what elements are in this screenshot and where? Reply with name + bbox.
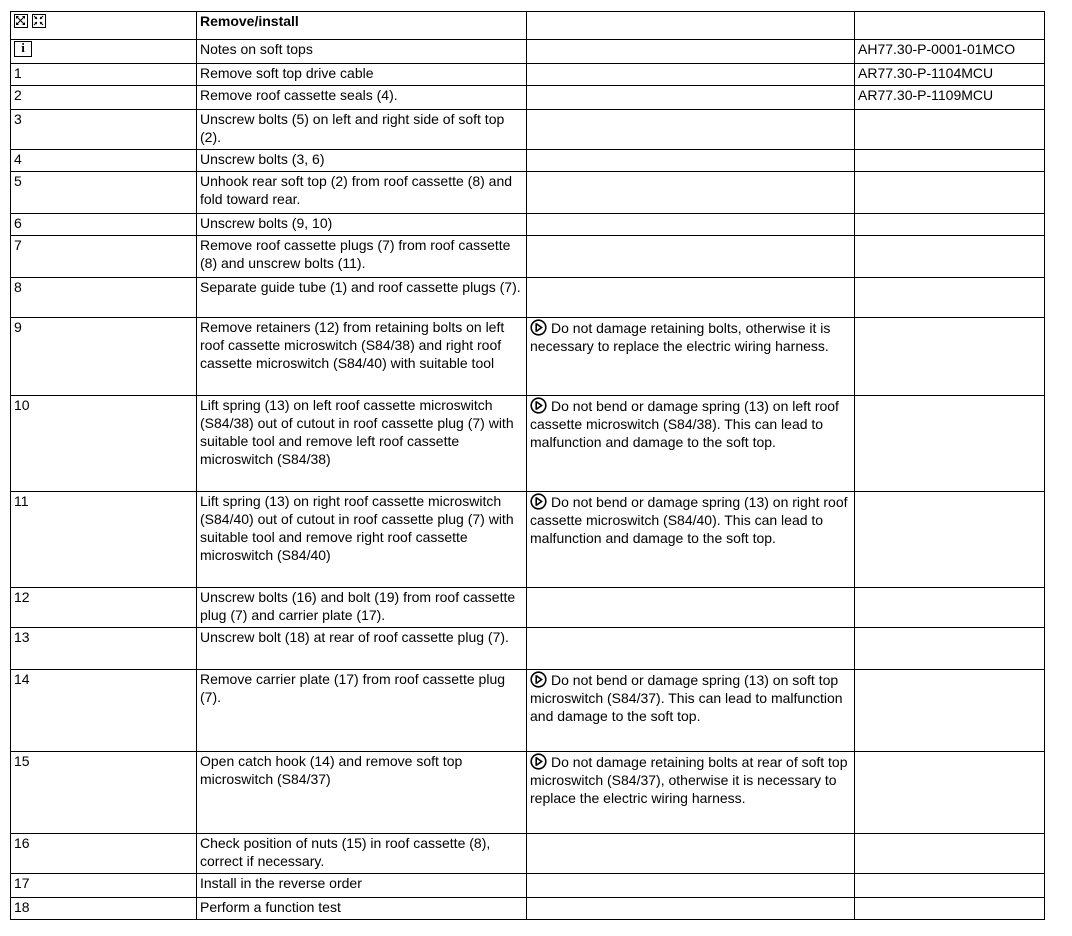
reference-cell	[855, 752, 1045, 834]
note-cell	[527, 278, 855, 318]
reference-cell	[855, 214, 1045, 236]
work-step-cell	[197, 110, 527, 150]
reference-cell	[855, 150, 1045, 172]
caution-icon	[530, 671, 547, 688]
step-number: 12	[14, 589, 30, 605]
table-row	[11, 150, 1045, 172]
note-cell	[527, 874, 855, 898]
step-cell	[11, 150, 197, 172]
work-step-text: Remove roof cassette plugs (7) from roof cassette (8) and unscrew bolts (11).	[200, 237, 511, 271]
table-row	[11, 898, 1045, 920]
work-step-cell	[197, 834, 527, 874]
caution-icon	[530, 753, 547, 770]
expand-icon[interactable]	[14, 14, 28, 28]
header-title-text: Remove/install	[200, 13, 299, 29]
note-cell	[527, 752, 855, 834]
step-number: 11	[14, 493, 29, 509]
reference-cell	[855, 40, 1045, 64]
note-cell	[527, 236, 855, 278]
step-cell	[11, 752, 197, 834]
work-step-cell	[197, 150, 527, 172]
caution-icon	[530, 397, 547, 414]
step-cell	[11, 492, 197, 588]
work-step-text: Install in the reverse order	[200, 875, 362, 891]
work-step-cell	[197, 40, 527, 64]
reference-cell	[855, 172, 1045, 214]
reference-link[interactable]: AR77.30-P-1104MCU	[858, 65, 994, 81]
work-step-cell	[197, 396, 527, 492]
work-step-cell	[197, 492, 527, 588]
caution-note-text: Do not bend or damage spring (13) on right roof cassette microswitch (S84/40). This can lead to malfunction and damage to the soft top.	[530, 494, 848, 546]
table-row	[11, 318, 1045, 396]
work-step-text: Remove retainers (12) from retaining bolts on left roof cassette microswitch (S84/38) and right roof cassette microswitch (S84/40) with suitable tool	[200, 319, 505, 371]
step-cell	[11, 898, 197, 920]
caution-note-text: Do not bend or damage spring (13) on soft top microswitch (S84/37). This can lead to malfunction and damage to the soft top.	[530, 672, 843, 724]
work-step-cell	[197, 278, 527, 318]
step-cell	[11, 670, 197, 752]
table-row	[11, 396, 1045, 492]
reference-cell	[855, 834, 1045, 874]
caution-note-text: Do not bend or damage spring (13) on left roof cassette microswitch (S84/38). This can lead to malfunction and damage to the soft top.	[530, 398, 839, 450]
reference-cell	[855, 492, 1045, 588]
reference-link[interactable]: AR77.30-P-1109MCU	[858, 87, 994, 103]
step-number: 18	[14, 899, 30, 915]
table-row	[11, 588, 1045, 628]
table-row	[11, 492, 1045, 588]
work-step-cell	[197, 588, 527, 628]
step-number: 17	[14, 875, 30, 891]
step-cell	[11, 874, 197, 898]
work-step-cell	[197, 318, 527, 396]
step-cell	[11, 172, 197, 214]
step-cell	[11, 86, 197, 110]
caution-note-text: Do not damage retaining bolts at rear of soft top microswitch (S84/37), otherwise it is necessary to replace the electric wiring harness.	[530, 754, 848, 806]
header-ref-cell	[855, 12, 1045, 40]
note-cell	[527, 110, 855, 150]
work-step-text: Unscrew bolts (5) on left and right side of soft top (2).	[200, 111, 505, 145]
step-number: 1	[14, 65, 22, 81]
step-number: 6	[14, 215, 22, 231]
table-row	[11, 214, 1045, 236]
work-step-cell	[197, 214, 527, 236]
work-step-text: Remove soft top drive cable	[200, 65, 374, 81]
work-step-cell	[197, 86, 527, 110]
header-step-cell	[11, 12, 197, 40]
table-row	[11, 670, 1045, 752]
step-cell	[11, 318, 197, 396]
reference-cell	[855, 898, 1045, 920]
work-step-cell	[197, 64, 527, 86]
step-number: 4	[14, 151, 22, 167]
step-cell	[11, 396, 197, 492]
caution-note-text: Do not damage retaining bolts, otherwise it is necessary to replace the electric wiring harness.	[530, 320, 831, 354]
note-cell	[527, 318, 855, 396]
collapse-icon[interactable]	[32, 14, 46, 28]
reference-cell	[855, 236, 1045, 278]
work-step-text: Remove roof cassette seals (4).	[200, 87, 398, 103]
caution-icon	[530, 493, 547, 510]
table-row	[11, 110, 1045, 150]
step-number: 8	[14, 279, 22, 295]
procedure-table	[10, 11, 1045, 920]
note-cell	[527, 214, 855, 236]
reference-cell	[855, 318, 1045, 396]
table-row	[11, 172, 1045, 214]
step-number: 9	[14, 319, 22, 335]
step-cell	[11, 64, 197, 86]
reference-cell	[855, 64, 1045, 86]
table-row	[11, 874, 1045, 898]
step-cell	[11, 278, 197, 318]
work-step-text: Unscrew bolts (16) and bolt (19) from roof cassette plug (7) and carrier plate (17).	[200, 589, 516, 623]
step-number: 16	[14, 835, 30, 851]
reference-cell	[855, 670, 1045, 752]
reference-cell	[855, 874, 1045, 898]
step-number: 10	[14, 397, 30, 413]
step-cell	[11, 236, 197, 278]
reference-cell	[855, 278, 1045, 318]
step-cell	[11, 628, 197, 670]
work-step-text: Unscrew bolts (3, 6)	[200, 151, 325, 167]
work-step-text: Lift spring (13) on right roof cassette microswitch (S84/40) out of cutout in roof cassette plug (7) with suitable tool and remove right roof cassette microswitch (S84/40)	[200, 493, 514, 563]
reference-cell	[855, 86, 1045, 110]
table-row	[11, 752, 1045, 834]
note-cell	[527, 86, 855, 110]
note-cell	[527, 64, 855, 86]
note-cell	[527, 40, 855, 64]
table-row	[11, 236, 1045, 278]
reference-cell	[855, 628, 1045, 670]
header-note-cell	[527, 12, 855, 40]
step-cell	[11, 110, 197, 150]
step-cell	[11, 834, 197, 874]
work-step-text: Unscrew bolt (18) at rear of roof cassette plug (7).	[200, 629, 509, 645]
work-step-text: Unscrew bolts (9, 10)	[200, 215, 333, 231]
table-row	[11, 834, 1045, 874]
work-step-cell	[197, 628, 527, 670]
reference-cell	[855, 588, 1045, 628]
step-cell	[11, 588, 197, 628]
header-row	[11, 12, 1045, 40]
work-step-cell	[197, 752, 527, 834]
reference-cell	[855, 110, 1045, 150]
step-number: 3	[14, 111, 22, 127]
table-row	[11, 86, 1045, 110]
work-step-text: Separate guide tube (1) and roof cassette plugs (7).	[200, 279, 521, 295]
step-number: 15	[14, 753, 30, 769]
step-number: 7	[14, 237, 22, 253]
note-cell	[527, 670, 855, 752]
procedure-rows	[11, 40, 1045, 920]
table-row	[11, 64, 1045, 86]
note-cell	[527, 834, 855, 874]
reference-cell	[855, 396, 1045, 492]
table-row	[11, 628, 1045, 670]
work-step-cell	[197, 670, 527, 752]
work-step-text: Remove carrier plate (17) from roof cassette plug (7).	[200, 671, 506, 705]
note-cell	[527, 588, 855, 628]
step-cell	[11, 40, 197, 64]
step-number: 13	[14, 629, 30, 645]
header-title	[197, 12, 527, 40]
table-row	[11, 278, 1045, 318]
work-step-text: Check position of nuts (15) in roof cassette (8), correct if necessary.	[200, 835, 491, 869]
step-number: 5	[14, 173, 22, 189]
work-step-text: Open catch hook (14) and remove soft top microswitch (S84/37)	[200, 753, 463, 787]
note-cell	[527, 628, 855, 670]
work-step-text: Notes on soft tops	[200, 41, 313, 57]
note-cell	[527, 172, 855, 214]
work-step-text: Lift spring (13) on left roof cassette microswitch (S84/38) out of cutout in roof cassette plug (7) with suitable tool and remove left roof cassette microswitch (S84/38)	[200, 397, 514, 467]
work-step-cell	[197, 172, 527, 214]
work-step-cell	[197, 874, 527, 898]
work-step-text: Unhook rear soft top (2) from roof cassette (8) and fold toward rear.	[200, 173, 513, 207]
info-icon[interactable]: i	[14, 41, 32, 57]
note-cell	[527, 396, 855, 492]
work-step-cell	[197, 236, 527, 278]
note-cell	[527, 898, 855, 920]
table-row	[11, 40, 1045, 64]
work-step-text: Perform a function test	[200, 899, 341, 915]
step-number: 14	[14, 671, 30, 687]
work-step-cell	[197, 898, 527, 920]
step-cell	[11, 214, 197, 236]
note-cell	[527, 150, 855, 172]
caution-icon	[530, 319, 547, 336]
reference-link[interactable]: AH77.30-P-0001-01MCO	[858, 41, 1016, 57]
step-number: 2	[14, 87, 22, 103]
note-cell	[527, 492, 855, 588]
